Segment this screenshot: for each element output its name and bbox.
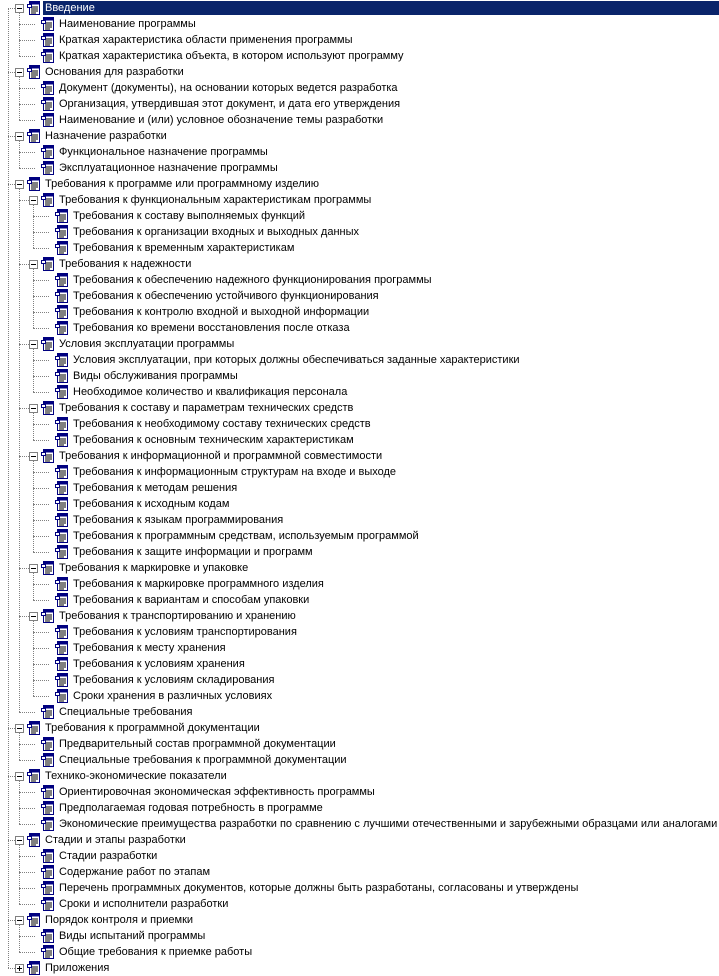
tree-section[interactable] (0, 912, 719, 928)
document-icon (54, 624, 70, 640)
collapse-toggle-icon[interactable] (29, 196, 38, 205)
collapse-toggle-icon[interactable] (15, 68, 24, 77)
tree-item-label: Требования к обеспечению надежного функционирования программы (73, 274, 432, 286)
tree-section[interactable] (0, 176, 719, 192)
document-icon (40, 752, 56, 768)
tree-item[interactable] (0, 640, 719, 656)
tree-item[interactable] (0, 928, 719, 944)
collapse-toggle-icon[interactable] (15, 724, 24, 733)
tree-item-label: Требования к языкам программирования (73, 514, 284, 526)
tree-item[interactable] (0, 352, 719, 368)
document-icon (40, 80, 56, 96)
tree-item-label: Сроки хранения в различных условиях (73, 690, 273, 702)
document-icon (54, 512, 70, 528)
document-icon (26, 128, 42, 144)
tree-item-label: Стадии и этапы разработки (45, 834, 186, 846)
document-icon (54, 672, 70, 688)
tree-item-label: Предполагаемая годовая потребность в программе (59, 802, 323, 814)
tree-section[interactable] (0, 128, 719, 144)
tree-item[interactable] (0, 432, 719, 448)
tree-item-label: Виды испытаний программы (59, 930, 206, 942)
document-icon (40, 256, 56, 272)
document-icon (54, 544, 70, 560)
tree-item[interactable] (0, 752, 719, 768)
collapse-toggle-icon[interactable] (29, 452, 38, 461)
document-icon (40, 608, 56, 624)
document-icon (40, 336, 56, 352)
tree-item-label: Требования к информационной и программной совместимости (59, 450, 383, 462)
tree-item[interactable] (0, 592, 719, 608)
tree-item[interactable] (0, 864, 719, 880)
tree-item[interactable] (0, 448, 719, 464)
tree-item-label: Технико-экономические показатели (45, 770, 227, 782)
tree-item[interactable] (0, 256, 719, 272)
tree-item[interactable] (0, 192, 719, 208)
tree-item[interactable] (0, 208, 719, 224)
document-icon (40, 96, 56, 112)
tree-item[interactable] (0, 400, 719, 416)
document-icon (54, 208, 70, 224)
tree-item-label: Требования к надежности (59, 258, 192, 270)
tree-item[interactable] (0, 528, 719, 544)
tree-item-label: Введение (43, 1, 719, 15)
document-icon (54, 464, 70, 480)
tree-item-label: Приложения (45, 962, 110, 974)
tree-item-label: Ориентировочная экономическая эффективность программы (59, 786, 375, 798)
tree-item[interactable] (0, 80, 719, 96)
tree-item-label: Требования к составу выполняемых функций (73, 210, 306, 222)
tree-item[interactable] (0, 16, 719, 32)
tree-item-label: Содержание работ по этапам (59, 866, 211, 878)
tree-item-label: Необходимое количество и квалификация персонала (73, 386, 348, 398)
tree-item[interactable] (0, 416, 719, 432)
document-icon (40, 704, 56, 720)
collapse-toggle-icon[interactable] (29, 612, 38, 621)
tree-item[interactable] (0, 608, 719, 624)
tree-item-label: Требования к обеспечению устойчивого функционирования (73, 290, 379, 302)
tree-item-label: Требования к условиям транспортирования (73, 626, 297, 638)
document-icon (26, 0, 42, 16)
tree-item[interactable] (0, 656, 719, 672)
document-icon (54, 384, 70, 400)
tree-item-label: Специальные требования (59, 706, 193, 718)
tree-item[interactable] (0, 512, 719, 528)
document-icon (26, 64, 42, 80)
document-icon (40, 448, 56, 464)
tree-item-label: Эксплуатационное назначение программы (59, 162, 278, 174)
tree-item-label: Требования к условиям складирования (73, 674, 275, 686)
tree-item[interactable] (0, 272, 719, 288)
tree-item[interactable] (0, 240, 719, 256)
tree-item-label: Требования к условиям хранения (73, 658, 245, 670)
tree-item-label: Требования к функциональным характеристикам программы (59, 194, 372, 206)
tree-item-label: Требования к контролю входной и выходной информации (73, 306, 370, 318)
document-icon (40, 160, 56, 176)
document-icon (54, 224, 70, 240)
document-icon (54, 368, 70, 384)
tree-item-label: Требования к организации входных и выходных данных (73, 226, 360, 238)
document-icon (26, 176, 42, 192)
tree-item-label: Предварительный состав программной документации (59, 738, 336, 750)
tree-item-label: Требования ко времени восстановления после отказа (73, 322, 350, 334)
document-icon (40, 848, 56, 864)
document-icon (40, 784, 56, 800)
tree-item[interactable] (0, 896, 719, 912)
tree-item-label: Условия эксплуатации программы (59, 338, 235, 350)
document-icon (40, 928, 56, 944)
tree-item[interactable] (0, 944, 719, 960)
tree-item-label: Специальные требования к программной документации (59, 754, 347, 766)
document-icon (26, 912, 42, 928)
tree-item-label: Требования к методам решения (73, 482, 238, 494)
tree-item[interactable] (0, 320, 719, 336)
tree-item-label: Требования к информационным структурам на входе и выходе (73, 466, 397, 478)
document-icon (40, 864, 56, 880)
document-icon (54, 592, 70, 608)
document-icon (54, 352, 70, 368)
tree-item[interactable] (0, 288, 719, 304)
document-icon (54, 576, 70, 592)
tree-item[interactable] (0, 576, 719, 592)
tree-item-label: Требования к транспортированию и хранению (59, 610, 296, 622)
tree-item[interactable] (0, 304, 719, 320)
tree-section[interactable] (0, 832, 719, 848)
tree-item-label: Экономические преимущества разработки по сравнению с лучшими отечественными и зарубежными образцами или аналогами (59, 818, 718, 830)
collapse-toggle-icon[interactable] (15, 4, 24, 13)
tree-item-label: Требования к составу и параметрам технических средств (59, 402, 354, 414)
document-icon (40, 896, 56, 912)
tree-item-label: Требования к месту хранения (73, 642, 226, 654)
tree-item-label: Требования к вариантам и способам упаковки (73, 594, 310, 606)
tree-item[interactable] (0, 96, 719, 112)
document-icon (40, 192, 56, 208)
tree-item-label: Основания для разработки (45, 66, 184, 78)
tree-item-label: Документ (документы), на основании которых ведется разработка (59, 82, 398, 94)
document-icon (40, 816, 56, 832)
tree-item-label: Сроки и исполнители разработки (59, 898, 229, 910)
document-icon (54, 240, 70, 256)
tree-item-label: Виды обслуживания программы (73, 370, 238, 382)
document-icon (26, 832, 42, 848)
document-icon (54, 416, 70, 432)
tree-item-label: Наименование и (или) условное обозначение темы разработки (59, 114, 384, 126)
tree-item-label: Требования к временным характеристикам (73, 242, 295, 254)
tree-item-label: Общие требования к приемке работы (59, 946, 253, 958)
tree-item[interactable] (0, 688, 719, 704)
tree-item-label: Перечень программных документов, которые должны быть разработаны, согласованы и утверждены (59, 882, 579, 894)
tree-item-label: Требования к необходимому составу технических средств (73, 418, 371, 430)
collapse-toggle-icon[interactable] (15, 180, 24, 189)
tree-item[interactable] (0, 112, 719, 128)
tree-section[interactable] (0, 720, 719, 736)
tree-item-label: Условия эксплуатации, при которых должны обеспечиваться заданные характеристики (73, 354, 520, 366)
document-icon (54, 528, 70, 544)
document-icon (54, 640, 70, 656)
tree-item-label: Требования к программным средствам, используемым программой (73, 530, 419, 542)
expand-toggle-icon[interactable] (15, 964, 24, 973)
document-icon (54, 320, 70, 336)
document-icon (40, 112, 56, 128)
collapse-toggle-icon[interactable] (29, 260, 38, 269)
document-icon (54, 656, 70, 672)
tree-item[interactable] (0, 736, 719, 752)
tree-item-label: Наименование программы (59, 18, 196, 30)
tree-item-label: Краткая характеристика объекта, в котором используют программу (59, 50, 404, 62)
tree-item[interactable] (0, 224, 719, 240)
tree-item-label: Требования к исходным кодам (73, 498, 230, 510)
collapse-toggle-icon[interactable] (15, 916, 24, 925)
document-icon (54, 496, 70, 512)
document-icon (54, 432, 70, 448)
tree-item[interactable] (0, 784, 719, 800)
tree-item-label: Требования к основным техническим характеристикам (73, 434, 354, 446)
tree-item[interactable] (0, 624, 719, 640)
tree-item-label: Требования к защите информации и программ (73, 546, 313, 558)
tree-item[interactable] (0, 368, 719, 384)
tree-item-label: Порядок контроля и приемки (45, 914, 194, 926)
tree-item[interactable] (0, 384, 719, 400)
tree-item[interactable] (0, 32, 719, 48)
document-icon (26, 960, 42, 976)
document-icon (40, 32, 56, 48)
document-icon (54, 304, 70, 320)
tree-item[interactable] (0, 160, 719, 176)
collapse-toggle-icon[interactable] (29, 404, 38, 413)
tree-item[interactable] (0, 816, 719, 832)
tree-item[interactable] (0, 544, 719, 560)
tree-item[interactable] (0, 144, 719, 160)
document-icon (40, 144, 56, 160)
collapse-toggle-icon[interactable] (15, 772, 24, 781)
tree-item-label: Краткая характеристика области применения программы (59, 34, 353, 46)
collapse-toggle-icon[interactable] (29, 340, 38, 349)
document-icon (40, 800, 56, 816)
document-icon (40, 16, 56, 32)
tree-item[interactable] (0, 848, 719, 864)
document-icon (26, 720, 42, 736)
document-icon (54, 688, 70, 704)
tree-item-label: Требования к маркировке и упаковке (59, 562, 249, 574)
document-icon (26, 768, 42, 784)
tree-item[interactable] (0, 336, 719, 352)
tree-item[interactable] (0, 464, 719, 480)
tree-item-label: Организация, утвердившая этот документ, и дата его утверждения (59, 98, 401, 110)
tree-section[interactable] (0, 768, 719, 784)
tree-section[interactable] (0, 960, 719, 976)
tree-item[interactable] (0, 560, 719, 576)
document-icon (54, 480, 70, 496)
collapse-toggle-icon[interactable] (15, 132, 24, 141)
tree-item-label: Требования к программе или программному изделию (45, 178, 320, 190)
document-icon (40, 48, 56, 64)
document-icon (40, 400, 56, 416)
document-icon (54, 288, 70, 304)
document-icon (40, 736, 56, 752)
tree-item[interactable] (0, 496, 719, 512)
tree-item-label: Назначение разработки (45, 130, 167, 142)
collapse-toggle-icon[interactable] (29, 564, 38, 573)
document-icon (40, 560, 56, 576)
tree-item[interactable] (0, 880, 719, 896)
tree-item[interactable] (0, 672, 719, 688)
document-icon (54, 272, 70, 288)
tree-item-label: Требования к маркировке программного изделия (73, 578, 324, 590)
collapse-toggle-icon[interactable] (15, 836, 24, 845)
tree-section[interactable] (0, 64, 719, 80)
document-icon (40, 944, 56, 960)
document-icon (40, 880, 56, 896)
tree-item-label: Стадии разработки (59, 850, 158, 862)
tree-item[interactable] (0, 48, 719, 64)
tree-item[interactable] (0, 704, 719, 720)
tree-item-label: Функциональное назначение программы (59, 146, 268, 158)
tree-item[interactable] (0, 800, 719, 816)
tree-item-label: Требования к программной документации (45, 722, 260, 734)
tree-section[interactable] (0, 0, 719, 16)
tree-item[interactable] (0, 480, 719, 496)
